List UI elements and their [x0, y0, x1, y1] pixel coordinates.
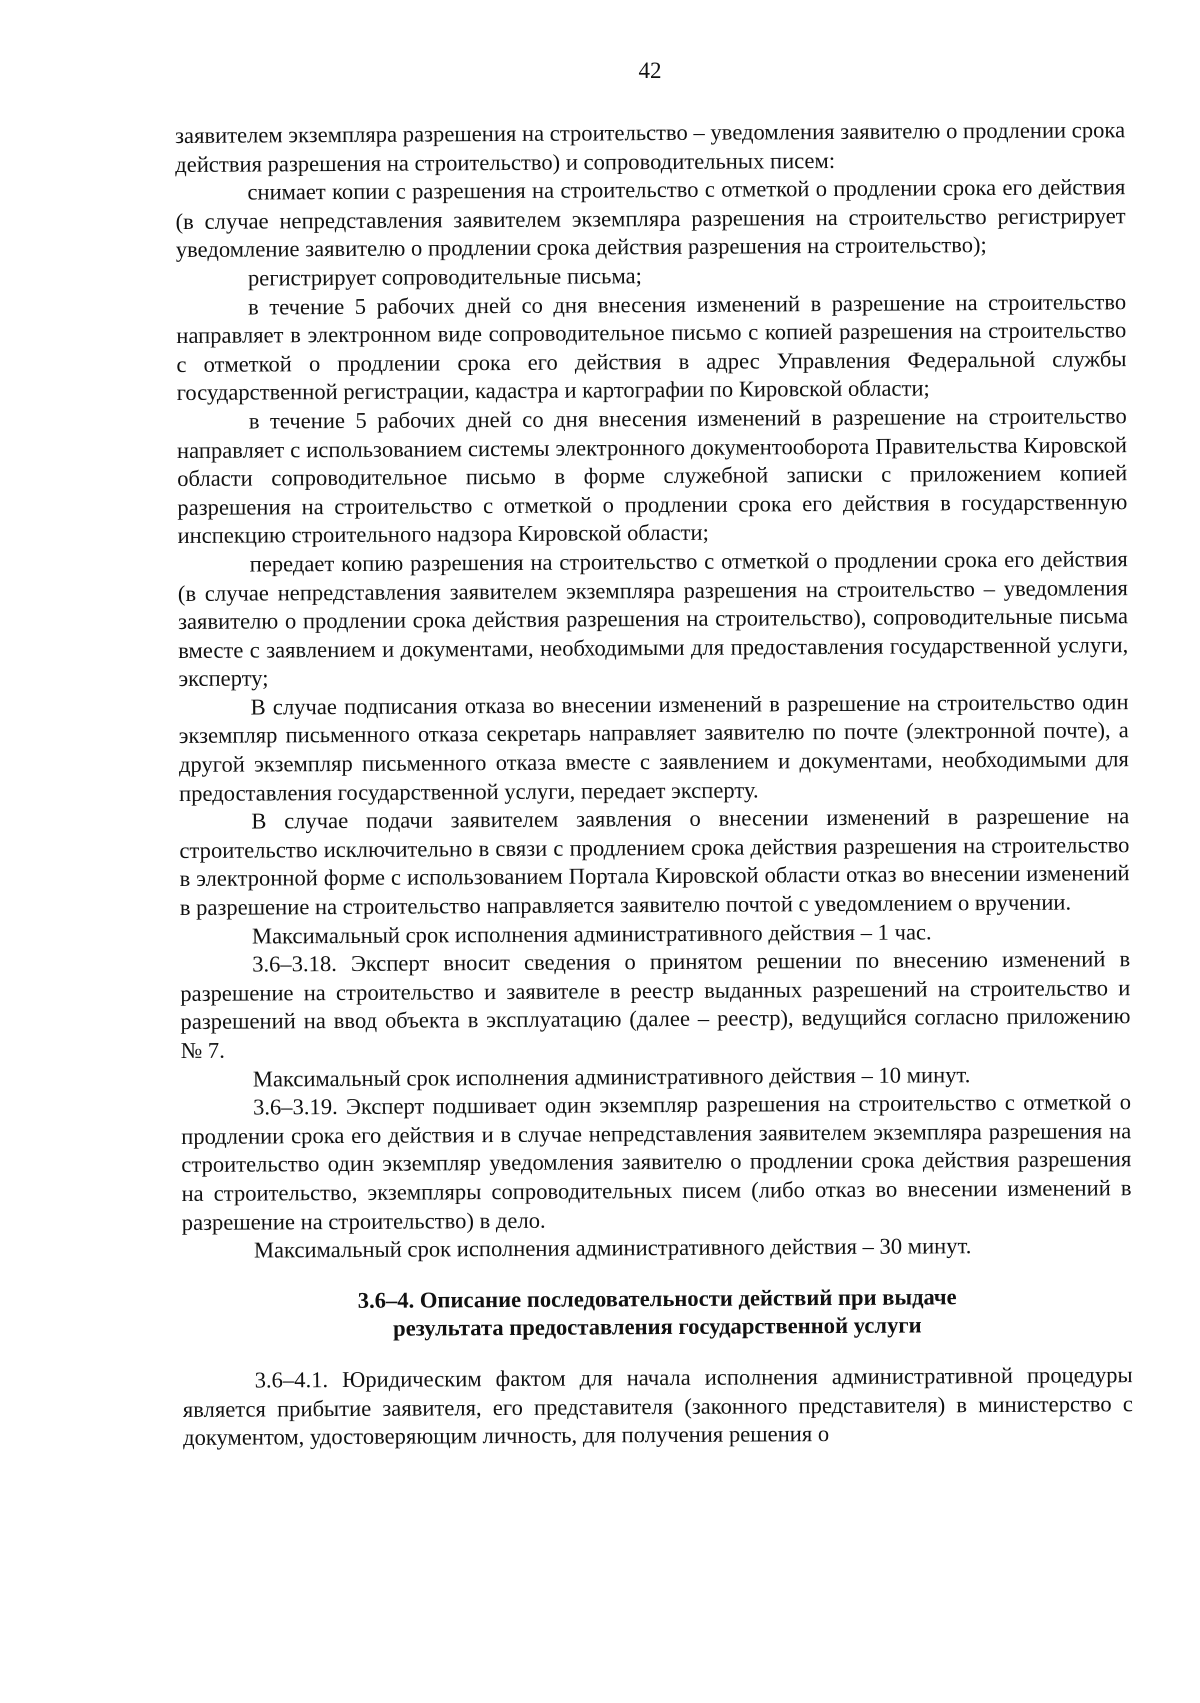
section-heading — [182, 1282, 1132, 1345]
paragraph: Максимальный срок исполнения административного действия – 1 час. — [251, 919, 932, 949]
paragraph: регистрирует сопроводительные письма; — [247, 263, 642, 291]
paragraph: в течение 5 рабочих дней со дня внесения изменений в разрешение на строительство направляет в электронном виде сопроводительное письмо с копией разрешения на строительство с отметкой о продлении срока его действия в адрес Управления Федеральной службы государственной регистрации, кадастра и картографии по Кировской области; — [176, 288, 1127, 406]
paragraph: снимает копии с разрешения на строительство с отметкой о продлении срока его действия (в случае непредставления заявителем экземпляра разрешения на строительство регистрирует уведомление заявителю о продлении срока действия разрешения на строительство); — [175, 174, 1126, 263]
paragraph: В случае подписания отказа во внесении изменений в разрешение на строительство один экземпляр письменного отказа секретарь направляет заявителю по почте (электронной почте), а другой экземпляр письменного отказа вместе с заявлением и документами, необходимыми для предоставления государственной услуги, передает эксперту. — [178, 689, 1129, 806]
section-heading-line-2: результата предоставления государственной услуги — [393, 1312, 922, 1342]
paragraph: 3.6–3.19. Эксперт подшивает один экземпляр разрешения на строительство с отметкой о продлении срока его действия и в случае непредставления заявителем экземпляра разрешения на строительство один экземпляр уведомления заявителю о продлении срока действия разрешения на строительство, экземпляры сопроводительных писем (либо отказ во внесении изменений в разрешение на строительство) в дело. — [181, 1089, 1132, 1235]
paragraph: в течение 5 рабочих дней со дня внесения изменений в разрешение на строительство направляет с использованием системы электронного документооборота Правительства Кировской области сопроводительное письмо в форме служебной записки с приложением копией разрешения на строительство с отметкой о продлении срока его действия в государственную инспекцию строительного надзора Кировской области; — [176, 403, 1128, 549]
page-number: 42 — [638, 58, 662, 83]
paragraph: Максимальный срок исполнения административного действия – 30 минут. — [253, 1233, 972, 1263]
paragraph: В случае подачи заявителем заявления о внесении изменений в разрешение на строительство исключительно в связи с продлением срока действия разрешения на строительство в электронной форме с использованием Портала Кировской области отказ во внесении изменений в разрешение на строительство направляется заявителю почтой с уведомлением о вручении. — [179, 803, 1130, 921]
paragraph: заявителем экземпляра разрешения на строительство – уведомления заявителю о продлении срока действия разрешения на строительство) и сопроводительных писем: — [175, 117, 1126, 177]
paragraph: 3.6–3.18. Эксперт вносит сведения о принятом решении по внесению изменений в разрешение на строительство и заявителе в реестр выданных разрешений на строительство и разрешений на ввод объекта в эксплуатацию (далее – реестр), ведущийся согласно приложению № 7. — [180, 946, 1131, 1063]
paragraph: Максимальный срок исполнения административного действия – 10 минут. — [252, 1061, 971, 1092]
paragraph: 3.6–4.1. Юридическим фактом для начала исполнения административной процедуры является прибытие заявителя, его представителя (законного представителя) в министерство с документом, удостоверяющим личность, для получения решения о — [182, 1362, 1133, 1451]
document-body — [175, 116, 1133, 1452]
paragraph: передает копию разрешения на строительство с отметкой о продлении срока его действия (в случае непредставления заявителем экземпляра разрешения на строительство – уведомления заявителю о продлении срока действия разрешения на строительство), сопроводительные письма вместе с заявлением и документами, необходимыми для предоставления государственной услуги, эксперту; — [177, 546, 1129, 692]
section-heading-line-1: 3.6–4. Описание последовательности действий при выдаче — [357, 1283, 957, 1313]
